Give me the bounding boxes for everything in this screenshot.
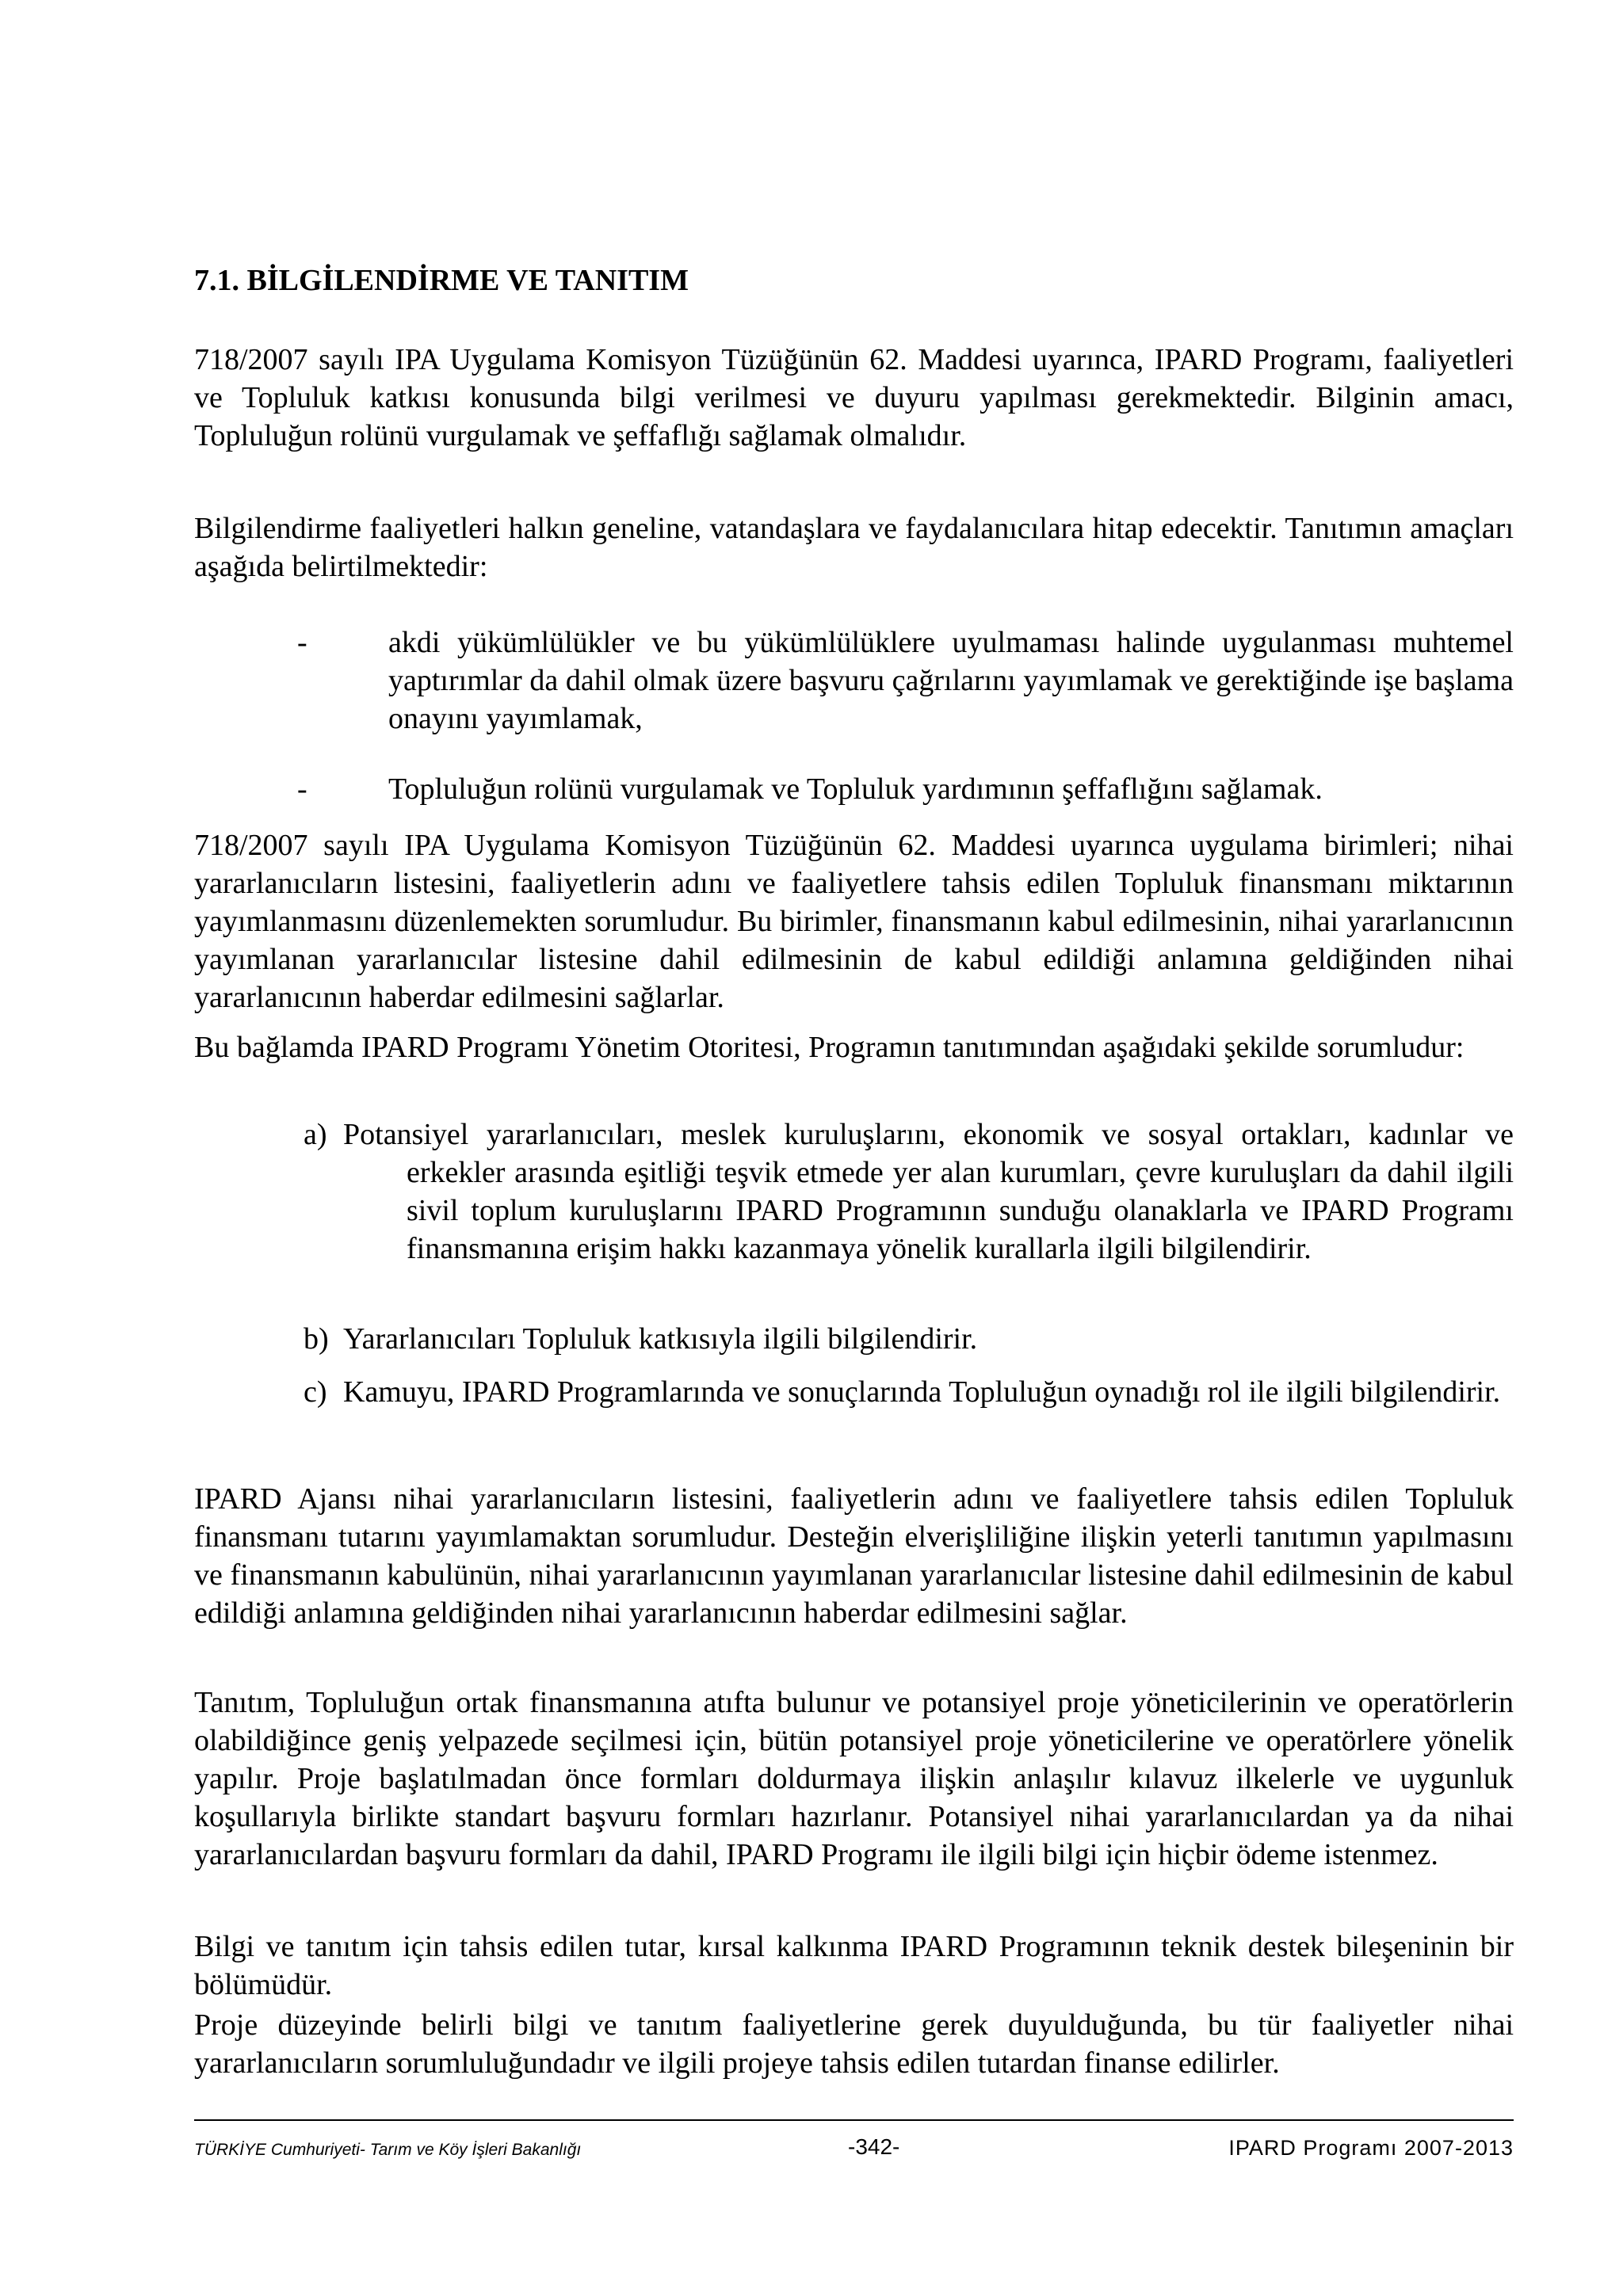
paragraph-publicity: Tanıtım, Topluluğun ortak finansmanına atıfta bulunur ve potansiyel proje yöneticilerinin ve operatörlerin olabildiğince geniş yelpazede seçilmesi için, bütün potansiyel proje yöneticilerine ve operatörlere yönelik yapılır. Proje başlatılmadan önce formları doldurmaya ilişkin anlaşılır kılavuz ilkelerle ve uygunluk koşullarıyla birlikte standart başvuru formları hazırlanır. Potansiyel nihai yararlanıcılardan ya da nihai yararlanıcılardan başvuru formları da dahil, IPARD Programı ile ilgili bilgi için hiçbir ödeme istenmez. [194,1686,1514,1871]
list-item-text: Yararlanıcıları Topluluk katkısıyla ilgili bilgilendirir. [343,1322,978,1356]
document-page [194,0,1514,2296]
list-item-text: Potansiyel yararlanıcıları, meslek kuruluşlarını, ekonomik ve sosyal ortakları, kadınlar ve erkekler arasında eşitliği teşvik etmede yer alan kurumları, çevre kuruluşları da dahil ilgili sivil toplum kuruluşlarını IPARD Programının sunduğu olanaklarla ve IPARD Programı finansmanına erişim hakkı kazanmaya yönelik kurallarla ilgili bilgilendirir. [343,1118,1514,1265]
list-letter-marker: b) [304,1322,329,1356]
list-item-text: Kamuyu, IPARD Programlarında ve sonuçlarında Topluluğun oynadığı rol ile ilgili bilgilendirir. [343,1375,1501,1409]
footer-ministry: TÜRKİYE Cumhuriyeti- Tarım ve Köy İşleri Bakanlığı [194,2141,582,2159]
paragraph-information-target: Bilgilendirme faaliyetleri halkın geneline, vatandaşlara ve faydalanıcılara hitap edecektir. Tanıtımın amaçları aşağıda belirtilmektedir: [194,512,1514,583]
paragraph-ipa-regulation: 718/2007 sayılı IPA Uygulama Komisyon Tüzüğünün 62. Maddesi uyarınca, IPARD Programı, faaliyetleri ve Topluluk katkısı konusunda bilgi verilmesi ve duyuru yapılması gerekmektedir. Bilginin amacı, Topluluğun rolünü vurgulamak ve şeffaflığı sağlamak olmalıdır. [194,343,1514,452]
paragraph-implementing-bodies: 718/2007 sayılı IPA Uygulama Komisyon Tüzüğünün 62. Maddesi uyarınca uygulama birimleri; nihai yararlanıcıların listesini, faaliyetlerin adını ve faaliyetlere tahsis edilen Topluluk finansmanı miktarının yayımlanmasını düzenlemekten sorumludur. Bu birimler, finansmanın kabul edilmesinin, nihai yararlanıcının yayımlanan yararlanıcılar listesine dahil edilmesinin de kabul edildiği anlamına geldiğinden nihai yararlanıcının haberdar edilmesini sağlarlar. [194,829,1514,1014]
paragraph-ipard-agency: IPARD Ajansı nihai yararlanıcıların listesini, faaliyetlerin adını ve faaliyetlere tahsis edilen Topluluk finansmanı tutarını yayımlamaktan sorumludur. Desteğin elverişliliğine ilişkin yeterli tanıtımın yapılmasını ve finansmanın kabulünün, nihai yararlanıcının yayımlanan yararlanıcılar listesine dahil edilmesinin de kabul edildiği anlamına geldiğinden nihai yararlanıcının haberdar edilmesini sağlar. [194,1482,1514,1630]
list-item-text: Topluluğun rolünü vurgulamak ve Topluluk yardımının şeffaflığını sağlamak. [388,772,1323,806]
footer-program: IPARD Programı 2007-2013 [1228,2136,1514,2160]
list-item-text: akdi yükümlülükler ve bu yükümlülüklere uyulmaması halinde uygulanması muhtemel yaptırımlar da dahil olmak üzere başvuru çağrılarını yayımlamak ve gerektiğinde işe başlama onayını yayımlamak, [388,626,1514,735]
list-dash-marker: - [297,772,307,806]
paragraph-managing-authority: Bu bağlamda IPARD Programı Yönetim Otoritesi, Programın tanıtımından aşağıdaki şekilde sorumludur: [194,1031,1465,1064]
paragraph-project-level: Proje düzeyinde belirli bilgi ve tanıtım faaliyetlerine gerek duyulduğunda, bu tür faaliyetler nihai yararlanıcıların sorumluluğundadır ve ilgili projeye tahsis edilen tutardan finanse edilirler. [194,2008,1514,2080]
list-letter-marker: c) [304,1375,327,1409]
list-letter-marker: a) [304,1118,327,1151]
paragraph-budget: Bilgi ve tanıtım için tahsis edilen tutar, kırsal kalkınma IPARD Programının teknik destek bileşeninin bir bölümüdür. [194,1930,1514,2001]
footer-divider [194,2119,1514,2121]
page-number: -342- [848,2134,900,2159]
section-heading: 7.1. BİLGİLENDİRME VE TANITIM [194,264,689,297]
list-dash-marker: - [297,626,307,659]
